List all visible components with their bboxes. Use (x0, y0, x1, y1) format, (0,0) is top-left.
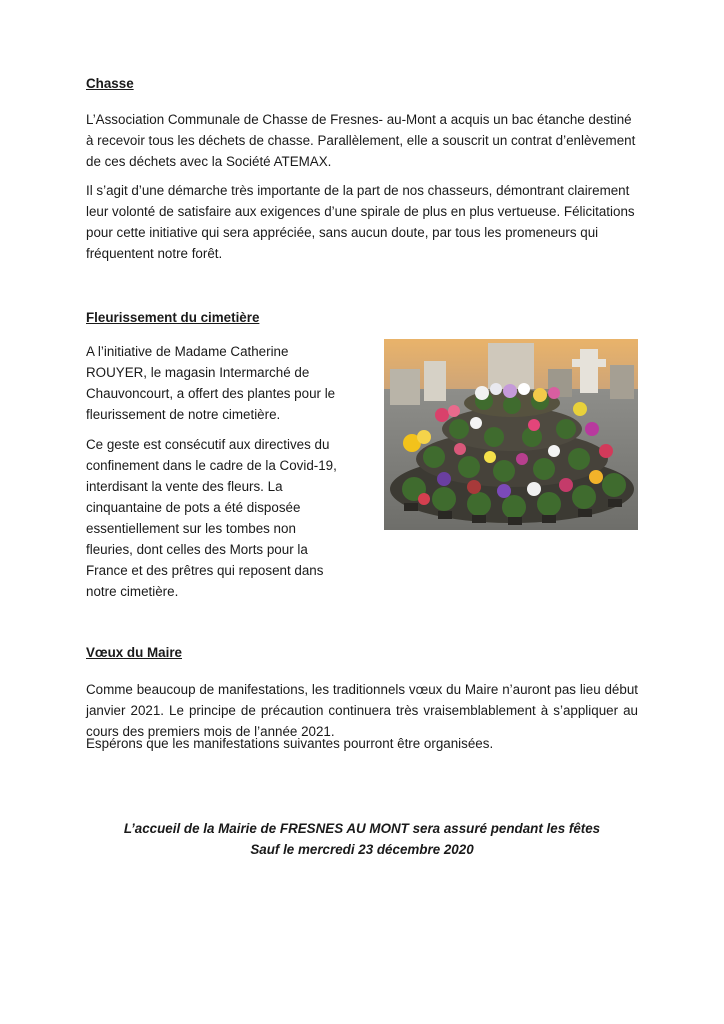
cemetery-flowers-photo (384, 339, 638, 530)
chasse-paragraph-2: Il s’agit d’une démarche très importante de la part de nos chasseurs, démontrant clairement leur volonté de satisfaire aux exigences d’une spirale de plus en plus vertueuse. Félicitations pour cette initiative qui sera appréciée, sans aucun doute, par tous les promeneurs qui fréquentent notre forêt. (86, 183, 635, 261)
flower-arrangement-image (384, 339, 638, 530)
fleurissement-paragraph-2: Ce geste est consécutif aux directives du confinement dans le cadre de la Covid-19, interdisant la vente des fleurs. La cinquantaine de pots a été disposée essentiellement sur les tombes non fleuries, dont celles des Morts pour la France et des prêtres qui reposent dans notre cimetière. (86, 437, 337, 599)
section-title-voeux: Vœux du Maire (86, 645, 182, 660)
voeux-paragraph-1: Comme beaucoup de manifestations, les traditionnels vœux du Maire n’auront pas lieu début janvier 2021. Le principe de précaution continuera très vraisemblablement à s’appliquer au cours des premiers mois de l’année 2021. (86, 682, 638, 739)
chasse-paragraph-1: L’Association Communale de Chasse de Fresnes- au-Mont a acquis un bac étanche destiné à recevoir tous les déchets de chasse. Parallèlement, elle a souscrit un contrat d’enlèvement de ces déchets avec la Société ATEMAX. (86, 112, 636, 169)
mairie-notice-line-1: L’accueil de la Mairie de FRESNES AU MONT sera assuré pendant les fêtes (123, 821, 601, 836)
voeux-paragraph-2: Espérons que les manifestations suivantes pourront être organisées. (86, 736, 494, 751)
mairie-notice-line-2: Sauf le mercredi 23 décembre 2020 (250, 842, 474, 857)
section-title-chasse: Chasse (86, 76, 134, 91)
fleurissement-paragraph-1: A l’initiative de Madame Catherine ROUYER, le magasin Intermarché de Chauvoncourt, a offert des plantes pour le fleurissement de notre cimetière. (86, 344, 336, 422)
section-title-fleurissement: Fleurissement du cimetière (86, 310, 260, 325)
